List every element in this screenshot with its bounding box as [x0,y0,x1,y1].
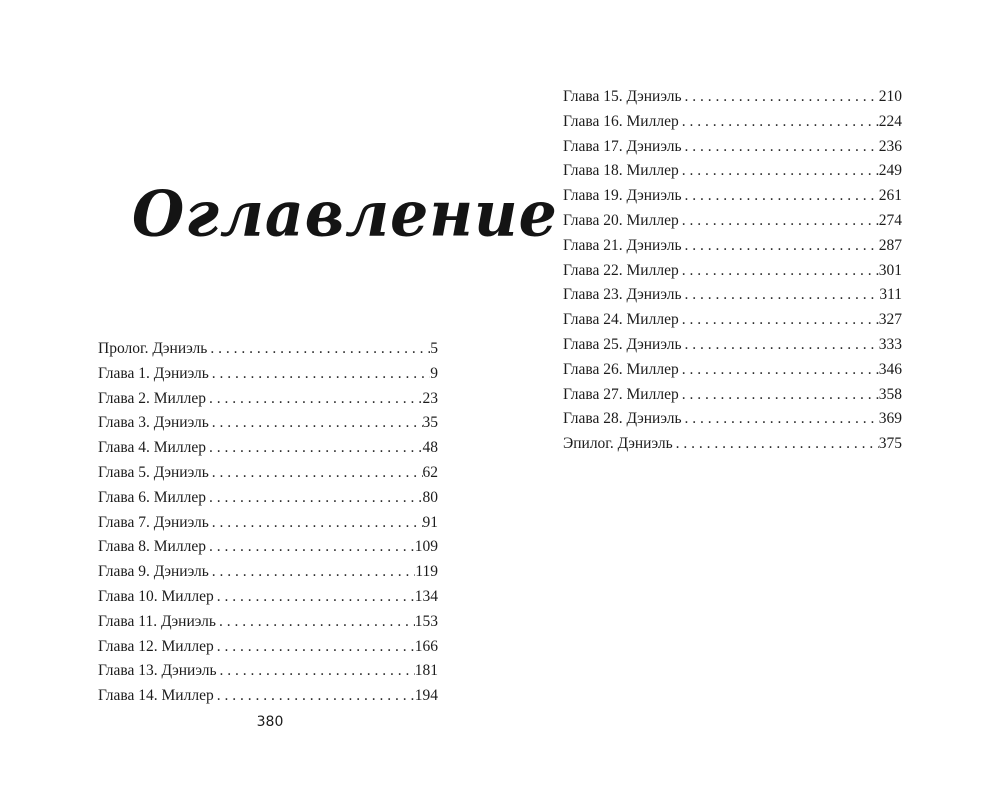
toc-entry-page: 327 [878,311,902,329]
toc-entry-label: Глава 2. Миллер [98,389,206,407]
toc-leader-dots [206,535,415,560]
toc-entry [563,85,902,110]
toc-entry [98,337,438,362]
toc-entry [98,560,438,585]
toc-entry [563,383,902,408]
toc-leader-dots [679,110,879,135]
toc-entry-page: 109 [414,538,438,556]
toc-leader-dots [673,432,879,457]
toc-leader-dots [214,684,415,709]
toc-entry-page: 166 [414,637,438,655]
toc-entry [563,209,902,234]
toc-entry-page: 274 [878,211,902,229]
toc-entry [563,159,902,184]
toc-entry-page: 194 [414,687,438,705]
toc-right-column [563,85,902,457]
toc-entry-label: Глава 1. Дэниэль [98,364,209,382]
toc-entry-label: Глава 10. Миллер [98,587,214,605]
toc-entry [563,184,902,209]
toc-entry-label: Глава 5. Дэниэль [98,463,209,481]
toc-entry-label: Глава 9. Дэниэль [98,563,209,581]
toc-entry [563,407,902,432]
toc-entry-label: Глава 7. Дэниэль [98,513,209,531]
toc-leader-dots [209,511,423,536]
toc-leader-dots [679,159,879,184]
toc-entry-page: 23 [422,389,438,407]
toc-entry-page: 333 [878,335,902,353]
toc-entry [563,432,902,457]
toc-entry-label: Глава 17. Дэниэль [563,137,682,155]
toc-entry-label: Глава 15. Дэниэль [563,88,682,105]
toc-entry-label: Глава 18. Миллер [563,162,679,180]
toc-leader-dots [682,407,879,432]
toc-entry-page: 375 [878,435,902,453]
toc-entry-page: 5 [430,340,438,357]
toc-entry [563,333,902,358]
toc-leader-dots [206,436,423,461]
toc-leader-dots [214,635,415,660]
toc-entry [98,635,438,660]
toc-leader-dots [209,461,423,486]
toc-entry [98,461,438,486]
toc-entry [98,436,438,461]
toc-entry-label: Глава 4. Миллер [98,439,206,457]
toc-entry [98,411,438,436]
toc-leader-dots [682,234,879,259]
toc-entry [563,234,902,259]
toc-leader-dots [682,184,879,209]
toc-entry-label: Глава 3. Дэниэль [98,414,209,432]
toc-entry [98,387,438,412]
toc-entry-page: 369 [878,410,902,428]
toc-entry-label: Глава 25. Дэниэль [563,335,682,353]
toc-entry-page: 261 [878,187,902,205]
toc-entry [98,585,438,610]
toc-entry-label: Глава 11. Дэниэль [98,612,216,630]
toc-entry-page: 153 [414,612,438,630]
toc-leader-dots [209,411,423,436]
toc-entry-page: 48 [422,439,438,457]
toc-entry-page: 80 [422,488,438,506]
toc-entry-page: 236 [878,137,902,155]
toc-entry-page: 358 [878,385,902,403]
toc-leader-dots [682,283,880,308]
page-number: 380 [256,714,284,730]
toc-entry [98,511,438,536]
toc-entry-label: Глава 24. Миллер [563,311,679,329]
toc-entry [563,135,902,160]
toc-leader-dots [217,659,415,684]
toc-entry [98,684,438,709]
toc-entry [98,610,438,635]
toc-entry-label: Глава 8. Миллер [98,538,206,556]
toc-entry-label: Глава 26. Миллер [563,360,679,378]
toc-leader-dots [679,209,879,234]
toc-entry-page: 181 [414,662,438,680]
toc-entry [563,308,902,333]
toc-entry [98,362,438,387]
toc-entry-label: Эпилог. Дэниэль [563,435,673,453]
toc-entry-label: Глава 23. Дэниэль [563,286,682,304]
toc-leader-dots [206,387,423,412]
toc-entry-page: 62 [422,463,438,481]
toc-leader-dots [216,610,415,635]
toc-entry-label: Глава 21. Дэниэль [563,236,682,254]
toc-entry-label: Глава 20. Миллер [563,211,679,229]
toc-entry-page: 346 [878,360,902,378]
toc-left-column [98,337,438,709]
toc-entry [98,659,438,684]
toc-entry-label: Глава 16. Миллер [563,112,679,130]
toc-leader-dots [214,585,415,610]
toc-entry [563,358,902,383]
toc-entry-page: 287 [878,236,902,254]
toc-leader-dots [679,259,879,284]
toc-entry-label: Глава 27. Миллер [563,385,679,403]
toc-leader-dots [206,486,423,511]
toc-entry-page: 35 [422,414,438,432]
toc-entry-label: Глава 6. Миллер [98,488,206,506]
toc-entry-label: Глава 22. Миллер [563,261,679,279]
toc-entry-label: Глава 12. Миллер [98,637,214,655]
toc-entry-page: 249 [878,162,902,180]
toc-entry-label: Глава 13. Дэниэль [98,662,217,680]
toc-entry-page: 210 [878,88,902,105]
toc-entry-label: Глава 14. Миллер [98,687,214,705]
toc-entry-page: 134 [414,587,438,605]
toc-entry-page: 224 [878,112,902,130]
page-title: Оглавление [132,178,558,252]
toc-leader-dots [679,308,879,333]
toc-entry [563,283,902,308]
toc-leader-dots [209,362,430,387]
toc-entry-page: 9 [430,364,438,382]
toc-entry-label: Глава 19. Дэниэль [563,187,682,205]
toc-leader-dots [207,337,430,362]
toc-entry [98,486,438,511]
toc-leader-dots [209,560,416,585]
toc-entry-label: Пролог. Дэниэль [98,340,208,357]
toc-entry [98,535,438,560]
toc-entry-page: 301 [878,261,902,279]
toc-entry-label: Глава 28. Дэниэль [563,410,682,428]
toc-entry-page: 119 [415,563,438,581]
toc-leader-dots [682,135,879,160]
toc-leader-dots [679,383,879,408]
toc-entry [563,259,902,284]
toc-entry-page: 91 [422,513,438,531]
toc-leader-dots [682,85,879,110]
toc-entry [563,110,902,135]
toc-leader-dots [682,333,879,358]
toc-leader-dots [679,358,879,383]
toc-entry-page: 311 [879,286,902,304]
